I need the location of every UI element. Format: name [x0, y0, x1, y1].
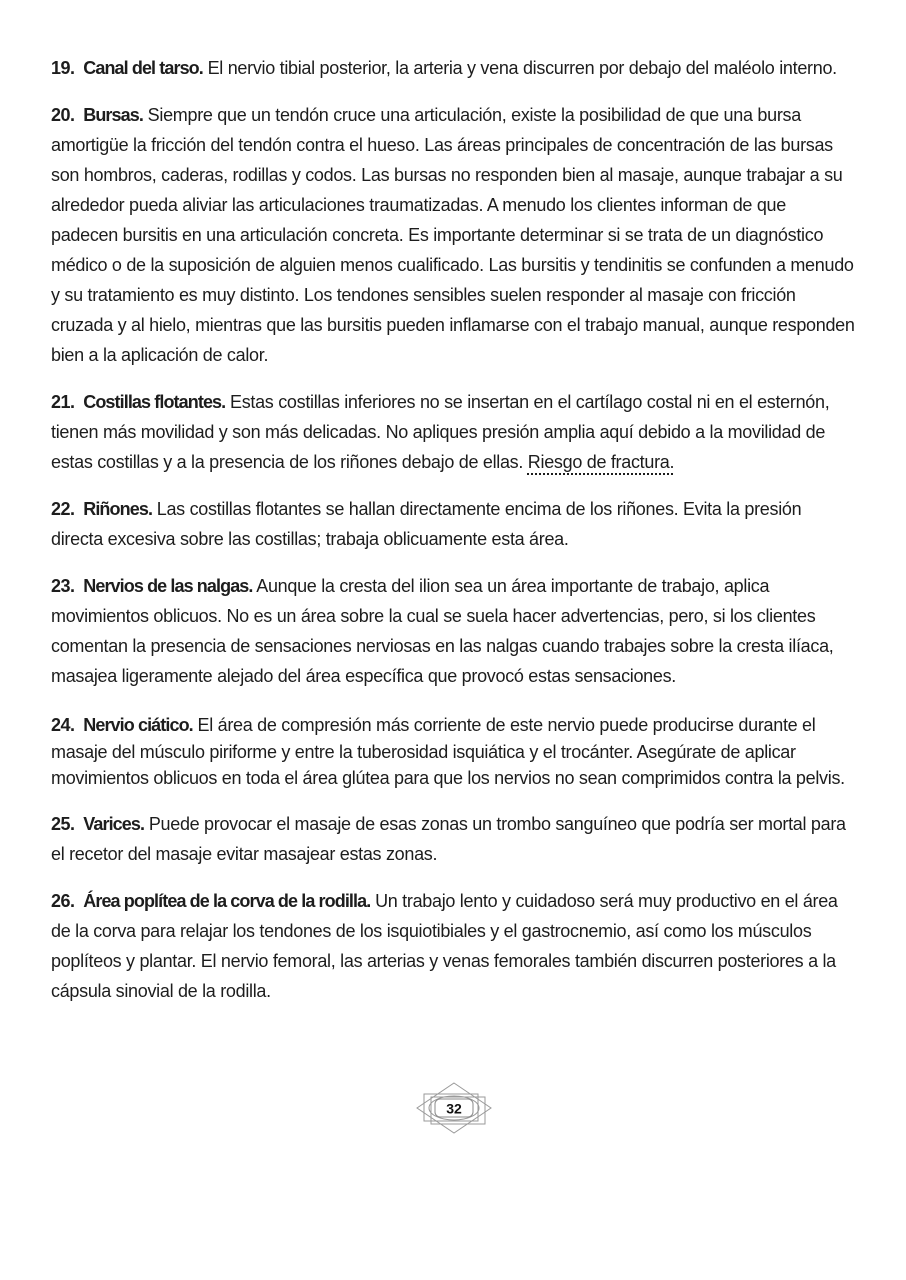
- item-number: 21.: [51, 392, 75, 412]
- item-title: Canal del tarso.: [83, 58, 203, 78]
- item-number: 19.: [51, 58, 75, 78]
- item-title: Bursas.: [83, 105, 143, 125]
- item-body: El área de compresión más corriente de este nervio puede producirse durante el masaje del músculo piriforme y entre la tuberosidad isquiática y el trocánter. Asegúrate de aplicar movimientos oblicuos en toda el área glútea para que los nervios no sean comprimidos contra la pelvis.: [51, 715, 845, 788]
- item-number: 22.: [51, 499, 75, 519]
- list-item-24: [51, 712, 857, 792]
- item-body: Siempre que un tendón cruce una articulación, existe la posibilidad de que una bursa amortigüe la fricción del tendón contra el hueso. Las áreas principales de concentración de las bursas son hombros, caderas, rodillas y codos. Las bursas no responden bien al masaje, aunque trabajar a su alrededor pueda aliviar las articulaciones traumatizadas. A menudo los clientes informan de que padecen bursitis en una articulación concreta. Es importante determinar si se trata de un diagnóstico médico o de la suposición de alguien menos cualificado. Las bursitis y tendinitis se confunden a menudo y su tratamiento es muy distinto. Los tendones sensibles suelen responder al masaje con fricción cruzada y al hielo, mientras que las bursitis pueden inflamarse con el trabajo manual, aunque responden bien a la aplicación de calor.: [51, 105, 855, 365]
- item-body: Aunque la cresta del ilion sea un área importante de trabajo, aplica movimientos oblicuos. No es un área sobre la cual se suela hacer advertencias, pero, si los clientes comentan la presencia de sensaciones nerviosas en las nalgas cuando trabajes sobre la cresta ilíaca, masajea ligeramente alejado del área específica que provocó estas sensaciones.: [51, 576, 834, 686]
- page-number: 32: [446, 1100, 462, 1116]
- item-number: 20.: [51, 105, 75, 125]
- list-item-19: [51, 53, 857, 83]
- item-body: Puede provocar el masaje de esas zonas un trombo sanguíneo que podría ser mortal para el recetor del masaje evitar masajear estas zonas.: [51, 813, 846, 864]
- list-item-25: [51, 809, 857, 869]
- item-body: Un trabajo lento y cuidadoso será muy productivo en el área de la corva para relajar los tendones de los isquiotibiales y el gastrocnemio, así como los músculos poplíteos y plantar. El nervio femoral, las arterias y venas femorales también discurren posteriores a la cápsula sinovial de la rodilla.: [51, 890, 838, 1001]
- item-title: Nervio ciático.: [83, 715, 193, 735]
- page-number-ornament-icon: [414, 1082, 494, 1134]
- item-body: Estas costillas inferiores no se insertan en el cartílago costal ni en el esternón, tienen más movilidad y son más delicadas. No apliques presión amplia aquí debido a la movilidad de estas costillas y a la presencia de los riñones debajo de ellas.: [51, 392, 830, 472]
- item-title: Varices.: [83, 813, 145, 834]
- item-title: Costillas flotantes.: [83, 392, 226, 412]
- item-title: Área poplítea de la corva de la rodilla.: [83, 890, 371, 911]
- list-item-26: [51, 886, 857, 1006]
- item-number: 23.: [51, 576, 75, 596]
- page-footer: [51, 1082, 857, 1134]
- item-body: Las costillas flotantes se hallan directamente encima de los riñones. Evita la presión directa excesiva sobre las costillas; trabaja oblicuamente esta área.: [51, 499, 802, 549]
- list-item-22: [51, 494, 857, 554]
- item-number: 26.: [51, 890, 75, 911]
- item-underlined-text: Riesgo de fractura.: [527, 452, 675, 472]
- list-item-23: [51, 571, 857, 691]
- item-title: Riñones.: [83, 499, 153, 519]
- list-item-20: [51, 100, 857, 370]
- item-title: Nervios de las nalgas.: [83, 576, 253, 596]
- item-body: El nervio tibial posterior, la arteria y vena discurren por debajo del maléolo interno.: [207, 58, 837, 78]
- item-number: 24.: [51, 715, 75, 735]
- item-number: 25.: [51, 813, 75, 834]
- list-item-21: [51, 387, 857, 477]
